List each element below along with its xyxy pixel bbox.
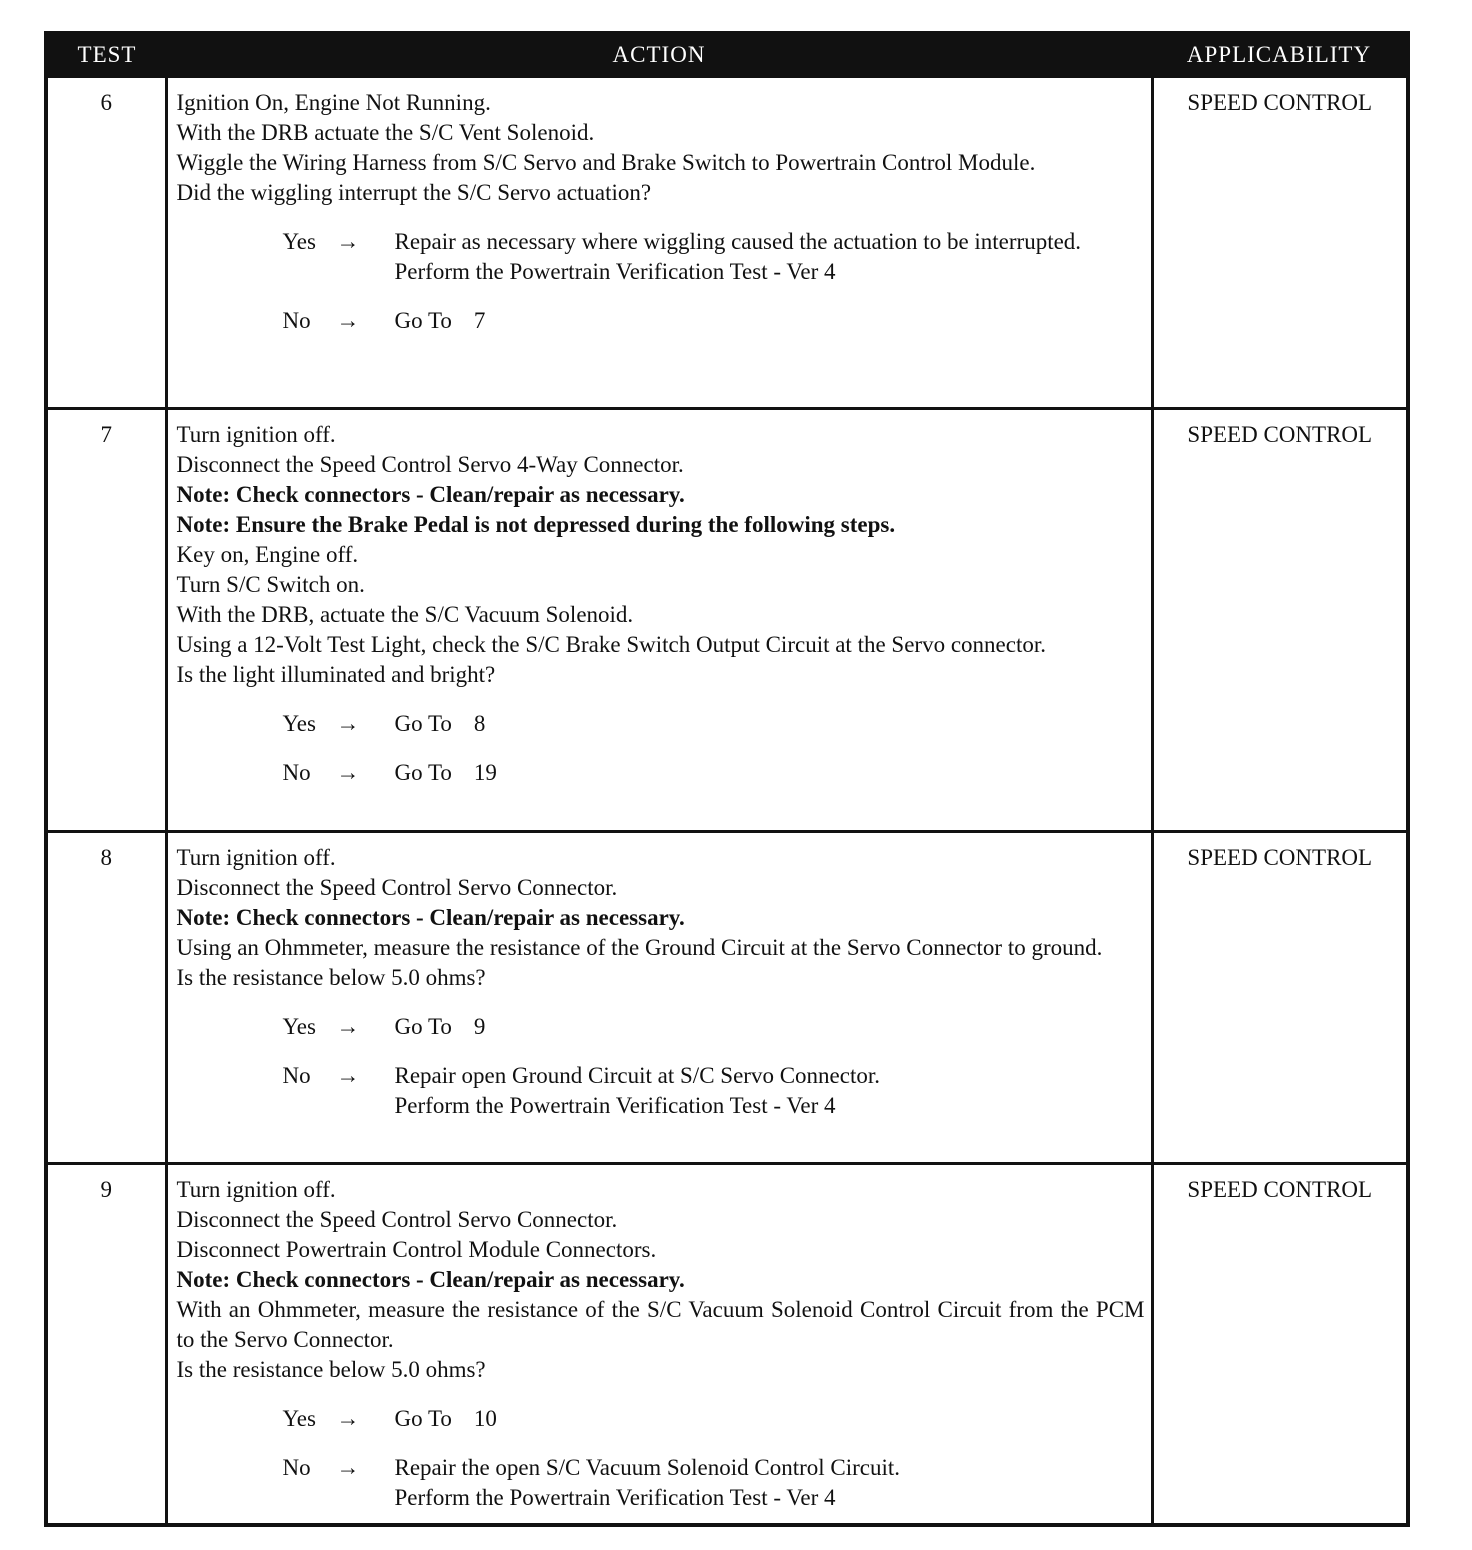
test-number: 8 [46, 832, 166, 1164]
diagnostic-test-sheet [44, 31, 1406, 1527]
arrow-icon: → [336, 1063, 360, 1088]
applicability-value: SPEED CONTROL [1152, 832, 1408, 1164]
arrow-icon: → [336, 229, 360, 254]
answer-label: Yes [282, 711, 316, 736]
goto-target: 9 [473, 1014, 486, 1039]
outcome-result [395, 306, 1145, 336]
action-step: Turn ignition off. [176, 845, 336, 870]
arrow-icon: → [336, 760, 360, 785]
goto-label: Go To [394, 760, 452, 785]
arrow-icon: → [336, 1455, 360, 1480]
action-step: Disconnect the Speed Control Servo Connector. [176, 875, 618, 900]
applicability-value: SPEED CONTROL [1152, 1164, 1408, 1526]
test-number: 7 [46, 409, 166, 832]
outcome-result [395, 758, 1145, 788]
result-line: Perform the Powertrain Verification Test - Ver 4 [394, 1093, 836, 1118]
answer-label: Yes [282, 229, 316, 254]
header-test: TEST [46, 33, 166, 77]
action-step: Using an Ohmmeter, measure the resistance of the Ground Circuit at the Servo Connector to ground. [176, 935, 1103, 960]
outcome-no [177, 1061, 1145, 1121]
action-cell [166, 77, 1152, 409]
goto-target: 10 [473, 1406, 497, 1431]
table-row [46, 409, 1408, 832]
answer-label: No [282, 760, 311, 785]
outcome-result [395, 1453, 1145, 1513]
action-step: Is the light illuminated and bright? [176, 662, 496, 687]
action-cell [166, 832, 1152, 1164]
result-line: Repair the open S/C Vacuum Solenoid Control Circuit. [394, 1455, 901, 1480]
action-step: With the DRB actuate the S/C Vent Solenoid. [176, 120, 595, 145]
outcome-yes [177, 1404, 1145, 1434]
action-step: Did the wiggling interrupt the S/C Servo actuation? [176, 180, 652, 205]
answer-label: Yes [282, 1014, 316, 1039]
action-step: Key on, Engine off. [176, 542, 359, 567]
action-step: Disconnect Powertrain Control Module Connectors. [176, 1237, 657, 1262]
table-row [46, 77, 1408, 409]
action-step: Ignition On, Engine Not Running. [176, 90, 491, 115]
applicability-value: SPEED CONTROL [1152, 77, 1408, 409]
table-row [46, 1164, 1408, 1526]
test-number: 9 [46, 1164, 166, 1526]
arrow-icon: → [336, 1406, 360, 1431]
outcome-no [177, 758, 1145, 788]
arrow-icon: → [336, 711, 360, 736]
goto-target: 19 [473, 760, 497, 785]
answer-label: No [282, 1455, 311, 1480]
outcome-yes [177, 709, 1145, 739]
action-note: Note: Check connectors - Clean/repair as necessary. [176, 1267, 685, 1292]
answer-label: No [282, 308, 311, 333]
answer-label: No [282, 1063, 311, 1088]
action-step: Turn ignition off. [176, 1177, 336, 1202]
action-step: Using a 12-Volt Test Light, check the S/C Brake Switch Output Circuit at the Servo connector. [176, 632, 1046, 657]
outcome-result [395, 709, 1145, 739]
action-step: Wiggle the Wiring Harness from S/C Servo and Brake Switch to Powertrain Control Module. [176, 150, 1036, 175]
outcome-result [395, 227, 1145, 287]
table-header-row [46, 33, 1408, 77]
result-line: Repair open Ground Circuit at S/C Servo Connector. [394, 1063, 880, 1088]
result-line: Repair as necessary where wiggling caused the actuation to be interrupted. [394, 229, 1082, 254]
goto-target: 7 [473, 308, 486, 333]
action-note: Note: Check connectors - Clean/repair as necessary. [176, 905, 685, 930]
header-applicability: APPLICABILITY [1152, 33, 1408, 77]
answer-label: Yes [282, 1406, 316, 1431]
outcome-result [395, 1404, 1145, 1434]
table-row [46, 832, 1408, 1164]
action-note: Note: Ensure the Brake Pedal is not depressed during the following steps. [176, 512, 896, 537]
goto-target: 8 [473, 711, 486, 736]
action-step: Disconnect the Speed Control Servo Connector. [176, 1207, 618, 1232]
outcome-yes [177, 227, 1145, 287]
test-number: 6 [46, 77, 166, 409]
arrow-icon: → [336, 308, 360, 333]
action-cell [166, 1164, 1152, 1526]
outcome-result [395, 1061, 1145, 1121]
action-step: With an Ohmmeter, measure the resistance of the S/C Vacuum Solenoid Control Circuit from the PCM to the Servo Connector. [176, 1297, 1145, 1352]
action-step: Turn ignition off. [176, 422, 336, 447]
arrow-icon: → [336, 1014, 360, 1039]
outcome-no [177, 1453, 1145, 1513]
result-line: Perform the Powertrain Verification Test - Ver 4 [394, 259, 836, 284]
applicability-value: SPEED CONTROL [1152, 409, 1408, 832]
action-step: Turn S/C Switch on. [176, 572, 365, 597]
action-note: Note: Check connectors - Clean/repair as necessary. [176, 482, 685, 507]
outcome-result [395, 1012, 1145, 1042]
header-action: ACTION [166, 33, 1152, 77]
goto-label: Go To [394, 308, 452, 333]
action-step: Is the resistance below 5.0 ohms? [176, 1357, 486, 1382]
outcome-yes [177, 1012, 1145, 1042]
goto-label: Go To [394, 711, 452, 736]
goto-label: Go To [394, 1014, 452, 1039]
outcome-no [177, 306, 1145, 336]
goto-label: Go To [394, 1406, 452, 1431]
action-step: Disconnect the Speed Control Servo 4-Way Connector. [176, 452, 684, 477]
result-line: Perform the Powertrain Verification Test - Ver 4 [394, 1485, 836, 1510]
action-cell [166, 409, 1152, 832]
action-step: With the DRB, actuate the S/C Vacuum Solenoid. [176, 602, 634, 627]
action-step: Is the resistance below 5.0 ohms? [176, 965, 486, 990]
diagnostic-test-table [44, 31, 1410, 1527]
